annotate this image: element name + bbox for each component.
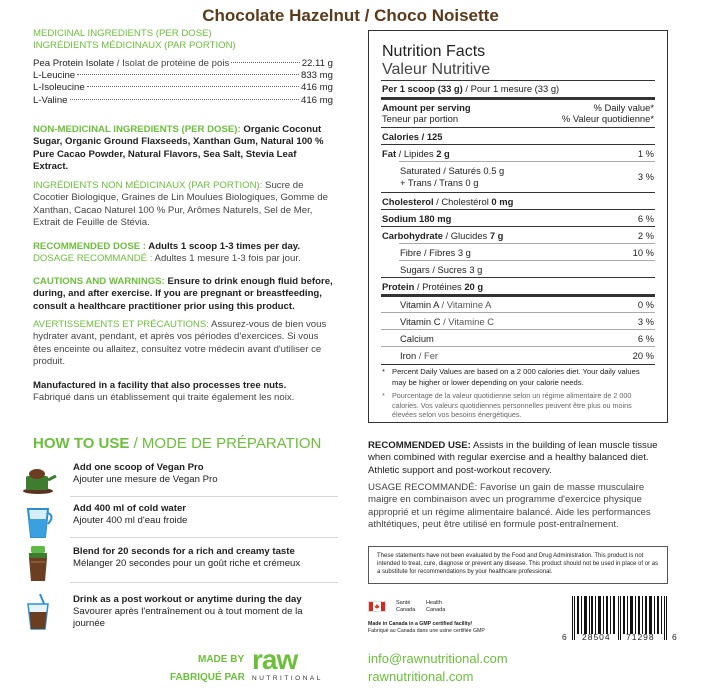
sodium-label: Sodium [382,213,417,224]
barcode-right-digits: 71298 [626,632,655,642]
step-text [73,462,218,486]
how-to-title [33,435,321,452]
protein-label: Protein [382,281,415,292]
vitc-dv: 3 % [637,316,654,327]
sat-dv: 3 % [637,171,654,182]
divider [381,209,655,210]
sugars-value: 3 g [469,264,483,275]
amount-header [382,102,654,124]
barcode-bars [560,596,680,640]
iron-fr: / Fer [416,350,439,361]
step-en: Add 400 ml of cold water [73,503,187,514]
health-canada [426,600,445,613]
divider [399,260,655,261]
ingredient-label-fr: / Isolat de protéine de pois [114,58,230,69]
divider [70,582,338,583]
sugars-label: Sugars [400,264,430,275]
step-fr: Ajouter une mesure de Vegan Pro [73,474,218,486]
recommended-use-fr [368,482,676,532]
rec-use-text-fr: Favorise un gain de masse musculaire maigre en combinaison avec un programme d'exercice physique approprié et un régime alimentaire balancé. Aide les performances athltétiques, peut être utilisé en formule post-entraînement. [368,482,651,531]
sodium-value: 180 mg [418,213,452,224]
cautions-text-en: Ensure to drink enough fluid before, during, and after exercise. If you are pregnant or breastfeeding, consult a healthcare practitioner prior using this product. [33,276,333,312]
divider [381,277,655,278]
how-to-title-fr: MODE DE PRÉPARATION [141,435,322,452]
amount-fr: Teneur par portion [382,113,459,124]
divider [399,161,655,162]
dose-heading-fr: DOSAGE RECOMMANDÉ : [33,253,153,264]
cautions-heading-fr: AVERTISSEMENTS ET PRÉCAUTIONS: [33,319,209,330]
canada-flag-icon [368,601,386,612]
cautions-text-fr: Assurez-vous de bien vous hydrater avant, pendant, et après vos périodes d'exercices. Si vous êtes enceinte ou allaitez, consultez votre médecin avant d'utiliser ce produit. [33,319,327,368]
step-3 [18,546,338,586]
how-to-title-en: HOW TO USE [33,435,130,452]
carb-fr: / Glucides [442,230,488,241]
note-fr [382,391,654,420]
gmp-fr: Fabriqué au Canada dans une usine certifiée GMP [368,628,485,634]
fat-dv: 1 % [637,148,654,159]
facility-fr: Fabriqué dans un établissement qui traite également les noix. [33,392,295,403]
sante-label: Santé [396,600,411,606]
medicinal-heading-fr: INGRÉDIENTS MÉDICINAUX (PAR PORTION) [33,40,236,51]
drink-glass-icon [18,594,58,630]
sodium-row [382,213,654,224]
ingredient-label: L-Isoleucine [33,82,85,94]
chol-fr: / Cholestérol [433,196,489,207]
divider [381,192,655,193]
scoop-icon [18,462,58,498]
divider [381,329,655,330]
serving-en: Per 1 scoop (33 g) [382,83,463,94]
note-en [382,367,654,388]
sodium-dv: 6 % [637,213,654,224]
fibre-value: 3 g [457,247,471,258]
note-fr-star: * [382,391,385,400]
divider [381,97,655,100]
barcode-first-digit: 6 [562,632,567,642]
protein-fr: / Protéines [414,281,462,292]
non-medicinal-heading-fr: INGRÉDIENTS NON MÉDICINAUX (PAR PORTION): [33,180,263,191]
sugars-row [400,264,654,275]
fabrique-par-label: FABRIQUÉ PAR [170,672,245,683]
vitc-label: Vitamin C [400,316,441,327]
step-4 [18,594,338,634]
serving-row [382,83,654,94]
chol-value: 0 mg [491,196,514,207]
ingredient-row [33,82,333,94]
recommended-use-en [368,440,676,477]
fda-disclaimer: These statements have not been evaluated by the Food and Drug Administration. This product is not intended to treat, cure, diagnose or prevent any disease. This product should not be used in place of or as a substitute for recommendations by your healthcare professional. [368,546,668,584]
note-en-star: * [382,367,385,376]
non-medicinal-en [33,124,333,174]
dv-en: % Daily value* [593,102,654,113]
step-fr: Mélanger 20 secondes pour un goût riche et crémeux [73,558,301,570]
leader-dots [70,99,300,100]
divider [381,226,655,227]
barcode-last-digit: 6 [672,632,677,642]
non-medicinal-text-en: Organic Coconut Sugar, Organic Ground Flaxseeds, Xanthan Gum, Natural 100 % Pure Cacao Powder, Natural Flavors, Sea Salt, Stevia Leaf Extract. [33,124,324,173]
step-en: Drink as a post workout or anytime during the day [73,594,302,605]
sugars-fr: / Sucres [429,264,467,275]
calories-label: Calories / [382,131,425,142]
calcium-label: Calcium [400,333,434,344]
canada-label: Canada [396,606,416,613]
fat-fr: / Lipides [396,148,434,159]
serving-fr: / Pour 1 mesure (33 g) [462,83,560,94]
gmp-statement [368,621,485,635]
vitc-fr: / Vitamine C [440,316,494,327]
chol-label: Cholesterol [382,196,434,207]
ingredient-row [33,58,333,70]
facility-en: Manufactured in a facility that also processes tree nuts. [33,380,287,391]
divider [381,80,655,81]
cholesterol-row [382,196,654,207]
ingredient-label: Pea Protein Isolate [33,58,115,69]
cautions-en [33,276,333,313]
iron-dv: 20 % [632,350,654,361]
carb-label: Carbohydrate [382,230,443,241]
carb-dv: 2 % [637,230,654,241]
divider [70,537,338,538]
trans-fr: / Trans [431,177,463,188]
divider [381,144,655,145]
cautions-heading-en: CAUTIONS AND WARNINGS: [33,276,165,287]
dose-heading-en: RECOMMENDED DOSE : [33,241,146,252]
fibre-fr: / Fibres [421,247,456,258]
calories-row [382,131,654,142]
ingredient-value: 416 mg [301,82,333,94]
saturated-row [400,165,654,189]
vitamin-a-row [400,299,654,310]
step-text [73,503,187,527]
iron-row [400,350,654,361]
divider [381,346,655,347]
step-en: Blend for 20 seconds for a rich and creamy taste [73,546,295,557]
brand-logo [252,646,338,688]
vita-fr: / Vitamine A [438,299,492,310]
divider [399,243,655,244]
vitamin-c-row [400,316,654,327]
ingredient-row [33,70,333,82]
carb-row [382,230,654,241]
fibre-dv: 10 % [632,247,654,258]
dose-text-en: Adults 1 scoop 1-3 times per day. [146,241,301,252]
sat-label: Saturated [400,165,441,176]
ingredient-label: L-Valine [33,94,68,106]
contact-website[interactable]: rawnutritional.com [368,669,474,684]
dv-fr: % Valeur quotidienne* [561,113,654,124]
made-by-label: MADE BY [198,654,245,665]
fibre-label: Fibre [400,247,422,258]
divider [70,496,338,497]
leader-dots [87,86,299,87]
divider [381,312,655,313]
ingredient-row [33,95,333,107]
ingredient-value: 416 mg [301,94,333,106]
medicinal-list [33,58,333,107]
calcium-row [400,333,654,344]
fat-label: Fat [382,148,397,159]
nutrition-title-en: Nutrition Facts [382,43,486,60]
gmp-en: Made in Canada in a GMP certified facility/ [368,621,472,627]
calcium-dv: 6 % [637,333,654,344]
non-medicinal-heading-en: NON-MEDICINAL INGREDIENTS (PER DOSE): [33,124,241,135]
fibre-row [400,247,654,258]
step-fr: Savourer après l'entraînement ou à tout moment de la journée [73,606,303,630]
non-medicinal-fr [33,180,333,230]
ingredient-label: L-Leucine [33,70,76,82]
fat-row [382,148,654,159]
water-cup-icon [18,503,58,539]
leader-dots [231,62,299,63]
rec-use-text-en: Assists in the building of lean muscle tissue when combined with regular exercise and a healthy balanced diet. Athletic support and post-workout recovery. [368,440,658,476]
rec-use-heading-en: RECOMMENDED USE: [368,440,471,451]
canada2-label: Canada [426,606,446,613]
sat-fr: / Saturés [440,165,481,176]
note-fr-text: Pourcentage de la valeur quotidienne selon un régime alimentaire de 2 000 calories. Vos valeurs quotidiennes personnelles peuvent être plus ou moins élevées selon vos besoins énergétiques. [392,391,632,419]
vita-dv: 0 % [637,299,654,310]
fat-value: 2 g [436,148,450,159]
trans-value: 0 g [465,177,479,188]
amount-en: Amount per serving [382,102,471,113]
vita-label: Vitamin A [400,299,439,310]
rec-use-heading-fr: USAGE RECOMMANDÉ: [368,482,478,493]
step-text [73,546,300,570]
iron-label: Iron [400,350,417,361]
logo-subtext: NUTRITIONAL [252,675,323,682]
nutrition-facts-table [368,30,668,423]
divider [381,294,655,297]
how-to-title-sep: / [129,435,142,452]
barcode-left-digits: 28504 [582,632,611,642]
contact-email[interactable]: info@rawnutritional.com [368,651,508,666]
dose-en [33,241,333,253]
health-label: Health [426,600,442,606]
shaker-icon [18,546,58,582]
logo-wordmark: raw [252,644,298,675]
protein-row [382,281,654,292]
dose-fr [33,253,333,265]
divider [381,127,655,128]
cautions-fr [33,319,333,369]
ingredient-value: 22.11 g [301,58,333,69]
sat-value: 0.5 g [483,165,505,176]
divider [381,364,655,365]
step-fr: Ajouter 400 ml d'eau froide [73,515,188,527]
sante-canada [396,600,415,613]
calories-value: 125 [426,131,443,142]
non-medicinal-text-fr: Sucre de Cocotier Biologique, Graines de Lin Moulues Biologiques, Gomme de Xanthan, Cacao Naturel 100 % Pur, Arômes Naturels, Sel de Mer, Extrait de Feuille de Stévia. [33,180,328,229]
ingredient-value: 833 mg [301,70,333,82]
dose-text-fr: Adultes 1 mesure 1-3 fois par jour. [152,253,301,264]
product-title: Chocolate Hazelnut / Choco Noisette [202,6,499,25]
leader-dots [77,74,299,75]
carb-value: 7 g [489,230,504,241]
note-en-text: Percent Daily Values are based on a 2 000 calories diet. Your daily values may be higher or lower depending on your calorie needs. [392,367,640,387]
step-en: Add one scoop of Vegan Pro [73,462,204,473]
nutrition-title-fr: Valeur Nutritive [382,61,491,78]
protein-value: 20 g [464,281,484,292]
medicinal-heading-en: MEDICINAL INGREDIENTS (PER DOSE) [33,28,212,39]
barcode [560,596,680,650]
trans-label: + Trans [400,177,432,188]
step-text [73,594,323,631]
